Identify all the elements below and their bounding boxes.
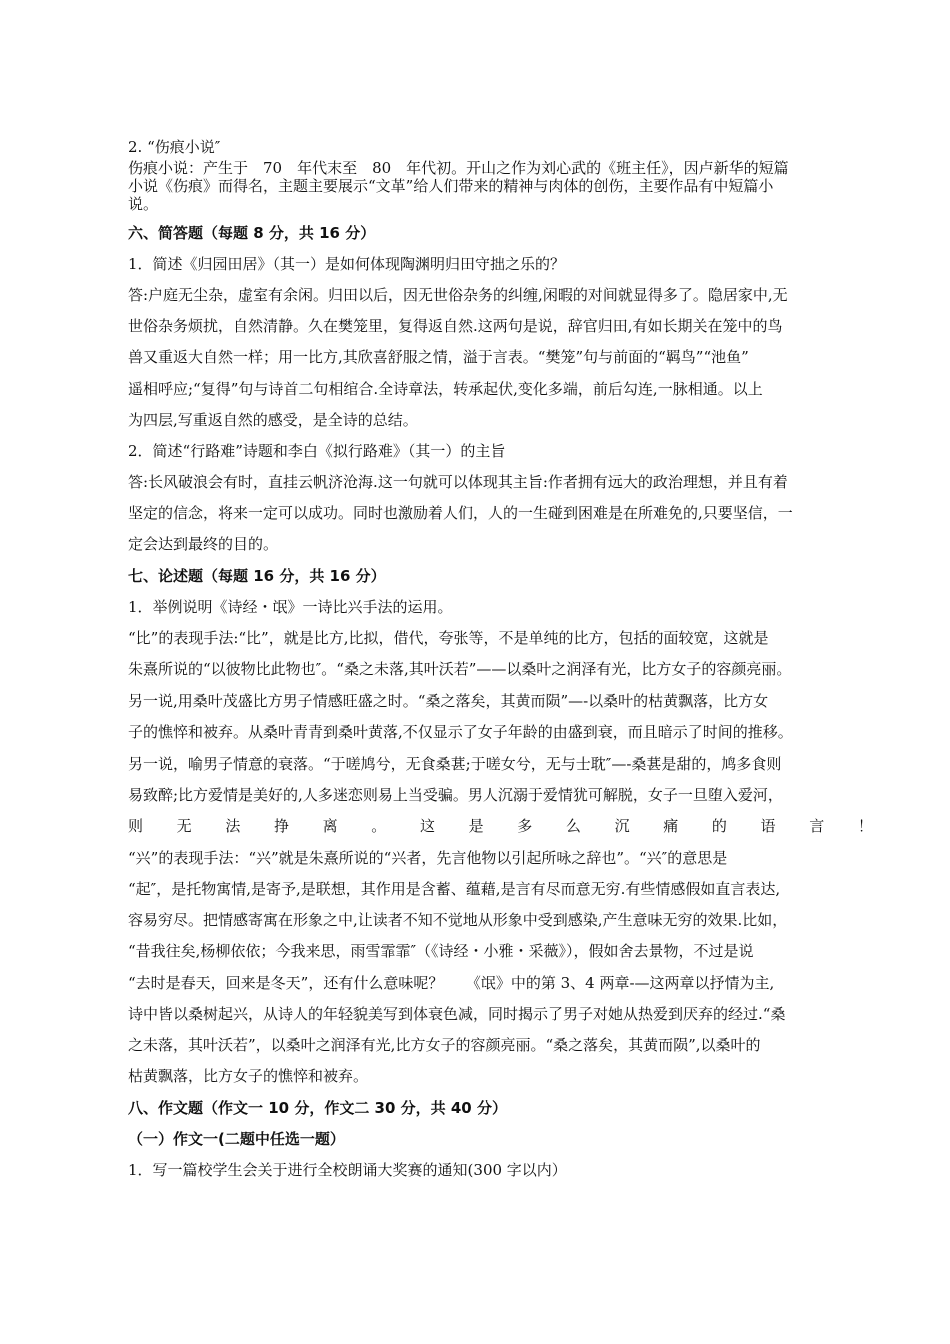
question: 1．简述《归园田居》（其一）是如何体现陶渊明归田守拙之乐的？: [128, 255, 566, 273]
answer-line: 世俗杂务烦扰，自然清静。久在樊笼里，复得返自然.这两句是说，辞官归田,有如长期关在笼中的鸟: [128, 317, 783, 336]
section6: [128, 223, 873, 561]
answer-line: “比”的表现手法:“比”，就是比方,比拟，借代，夸张等，不是单纯的比方，包括的面较宽，这就是: [128, 629, 769, 648]
answer-line: 定会达到最终的目的。: [128, 535, 279, 554]
answer-line: 朱熹所说的“以彼物比此物也″。“桑之未落,其叶沃若”——以桑叶之润泽有光，比方女子的容颜亮丽。: [128, 660, 792, 679]
question: 1．写一篇校学生会关于进行全校朗诵大奖赛的通知(300 字以内）: [128, 1160, 567, 1179]
item2-line: 伤痕小说：产生于 70 年代末至 80 年代初。开山之作为刘心武的《班主任》，因卢新华的短篇: [128, 159, 789, 177]
answer-line: “起″，是托物寓情,是寄予,是联想，其作用是含蓄、蕴藉,是言有尽而意无穷.有些情感假如直言表达,: [128, 880, 781, 899]
spread-char: 痛: [663, 817, 679, 836]
spread-line: [128, 811, 873, 842]
answer-line: 之未落，其叶沃若”，以桑叶之润泽有光,比方女子的容颜亮丽。“桑之落矣，其黄而陨”,以桑叶的: [128, 1036, 761, 1055]
answer-line: 另一说,用桑叶茂盛比方男子情感旺盛之时。“桑之落矣，其黄而陨”—-以桑叶的枯黄飘落，比方女: [128, 691, 769, 710]
answer-line: 遥相呼应;“复得”句与诗首二句相绾合.全诗章法，转承起伏,变化多端，前后勾连,一脉相通。以上: [128, 379, 763, 398]
spread-char: 多: [517, 817, 533, 836]
question: 2．简述“行路难”诗题和李白《拟行路难》（其一）的主旨: [128, 442, 506, 461]
item2-line: 说。: [128, 195, 159, 213]
answer-line: 易致醉;比方爱情是美好的,人多迷恋则易上当受骗。男人沉溺于爱情犹可解脱，女子一旦堕入爱河，: [128, 786, 783, 805]
answer-line: 诗中皆以桑树起兴，从诗人的年轻貌美写到体衰色减，同时揭示了男子对她从热爱到厌弃的经过.“桑: [128, 1004, 786, 1023]
answer-line: 答:户庭无尘杂，虚室有余闲。归田以后，因无世俗杂务的纠缠,闲暇的对间就显得多了。隐居家中,无: [128, 286, 788, 304]
spread-char: 这: [419, 817, 435, 836]
spread-char: 是: [468, 817, 484, 836]
subsection-heading: （一）作文一(二题中任选一题）: [128, 1129, 345, 1148]
question: 1．举例说明《诗经・氓》一诗比兴手法的运用。: [128, 597, 453, 616]
spread-char: 离: [322, 817, 338, 836]
document-page: [128, 138, 873, 1186]
spread-char: 沉: [614, 817, 630, 836]
spread-char: 么: [565, 817, 581, 836]
spread-char: 挣: [273, 817, 289, 836]
spread-char: 言: [809, 817, 825, 836]
answer-line: 答:长风破浪会有时，直挂云帆济沧海.这一句就可以体现其主旨:作者拥有远大的政治理想，并且有着: [128, 473, 788, 492]
answer-line: 另一说，喻男子情意的衰落。“于嗟鸠兮，无食桑葚;于嗟女兮，无与士耽″—-桑葚是甜的，鸠多食则: [128, 754, 782, 773]
section7: [128, 561, 873, 1093]
spread-char: 法: [225, 817, 241, 836]
spread-char: 。: [371, 817, 387, 836]
section-heading: 七、论述题（每题 16 分，共 16 分）: [128, 566, 386, 585]
spread-char: 则: [128, 817, 144, 836]
answer-line: 子的憔悴和被弃。从桑叶青青到桑叶黄落,不仅显示了女子年龄的由盛到衰，而且暗示了时间的推移。: [128, 723, 793, 742]
answer-line: “兴”的表现手法：“兴”就是朱熹所说的“兴者，先言他物以引起所咏之辞也”。“兴″的意思是: [128, 848, 728, 867]
answer-line: 容易穷尽。把情感寄寓在形象之中,让读者不知不觉地从形象中受到感染,产生意味无穷的效果.比如，: [128, 911, 788, 930]
section-heading: 八、作文题（作文一 10 分，作文二 30 分，共 40 分）: [128, 1098, 507, 1117]
section8: [128, 1093, 873, 1187]
answer-line: 坚定的信念，将来一定可以成功。同时也激励着人们，人的一生碰到困难是在所难免的,只要坚信，一: [128, 504, 793, 523]
answer-line: “昔我往矣,杨柳依依；今我来思，雨雪霏霏″（《诗经・小雅・采薇》），假如舍去景物，不过是说: [128, 942, 754, 961]
answer-line: “去时是春天，回来是冬天”，还有什么意味呢？ 《氓》中的第 3、4 两章-—这两章以抒情为主,: [128, 973, 775, 992]
item2-line: 小说《伤痕》而得名，主题主要展示“文革”给人们带来的精神与肉体的创伤，主要作品有中短篇小: [128, 177, 774, 195]
section-heading: 六、简答题（每题 8 分，共 16 分）: [128, 224, 376, 242]
item2-block: [128, 138, 873, 213]
answer-line: 为四层,写重返自然的感受，是全诗的总结。: [128, 410, 418, 429]
item2-heading: 2. “伤痕小说″: [128, 138, 221, 156]
spread-char: 语: [760, 817, 776, 836]
spread-char: 无: [176, 817, 192, 836]
answer-line: 兽又重返大自然一样；用一比方,其欣喜舒服之情，溢于言表。“樊笼”句与前面的“羁鸟”“池鱼”: [128, 348, 749, 367]
answer-line: 枯黄飘落，比方女子的憔悴和被弃。: [128, 1067, 369, 1086]
spread-char: 的: [711, 817, 727, 836]
spread-char: ！: [857, 817, 873, 836]
